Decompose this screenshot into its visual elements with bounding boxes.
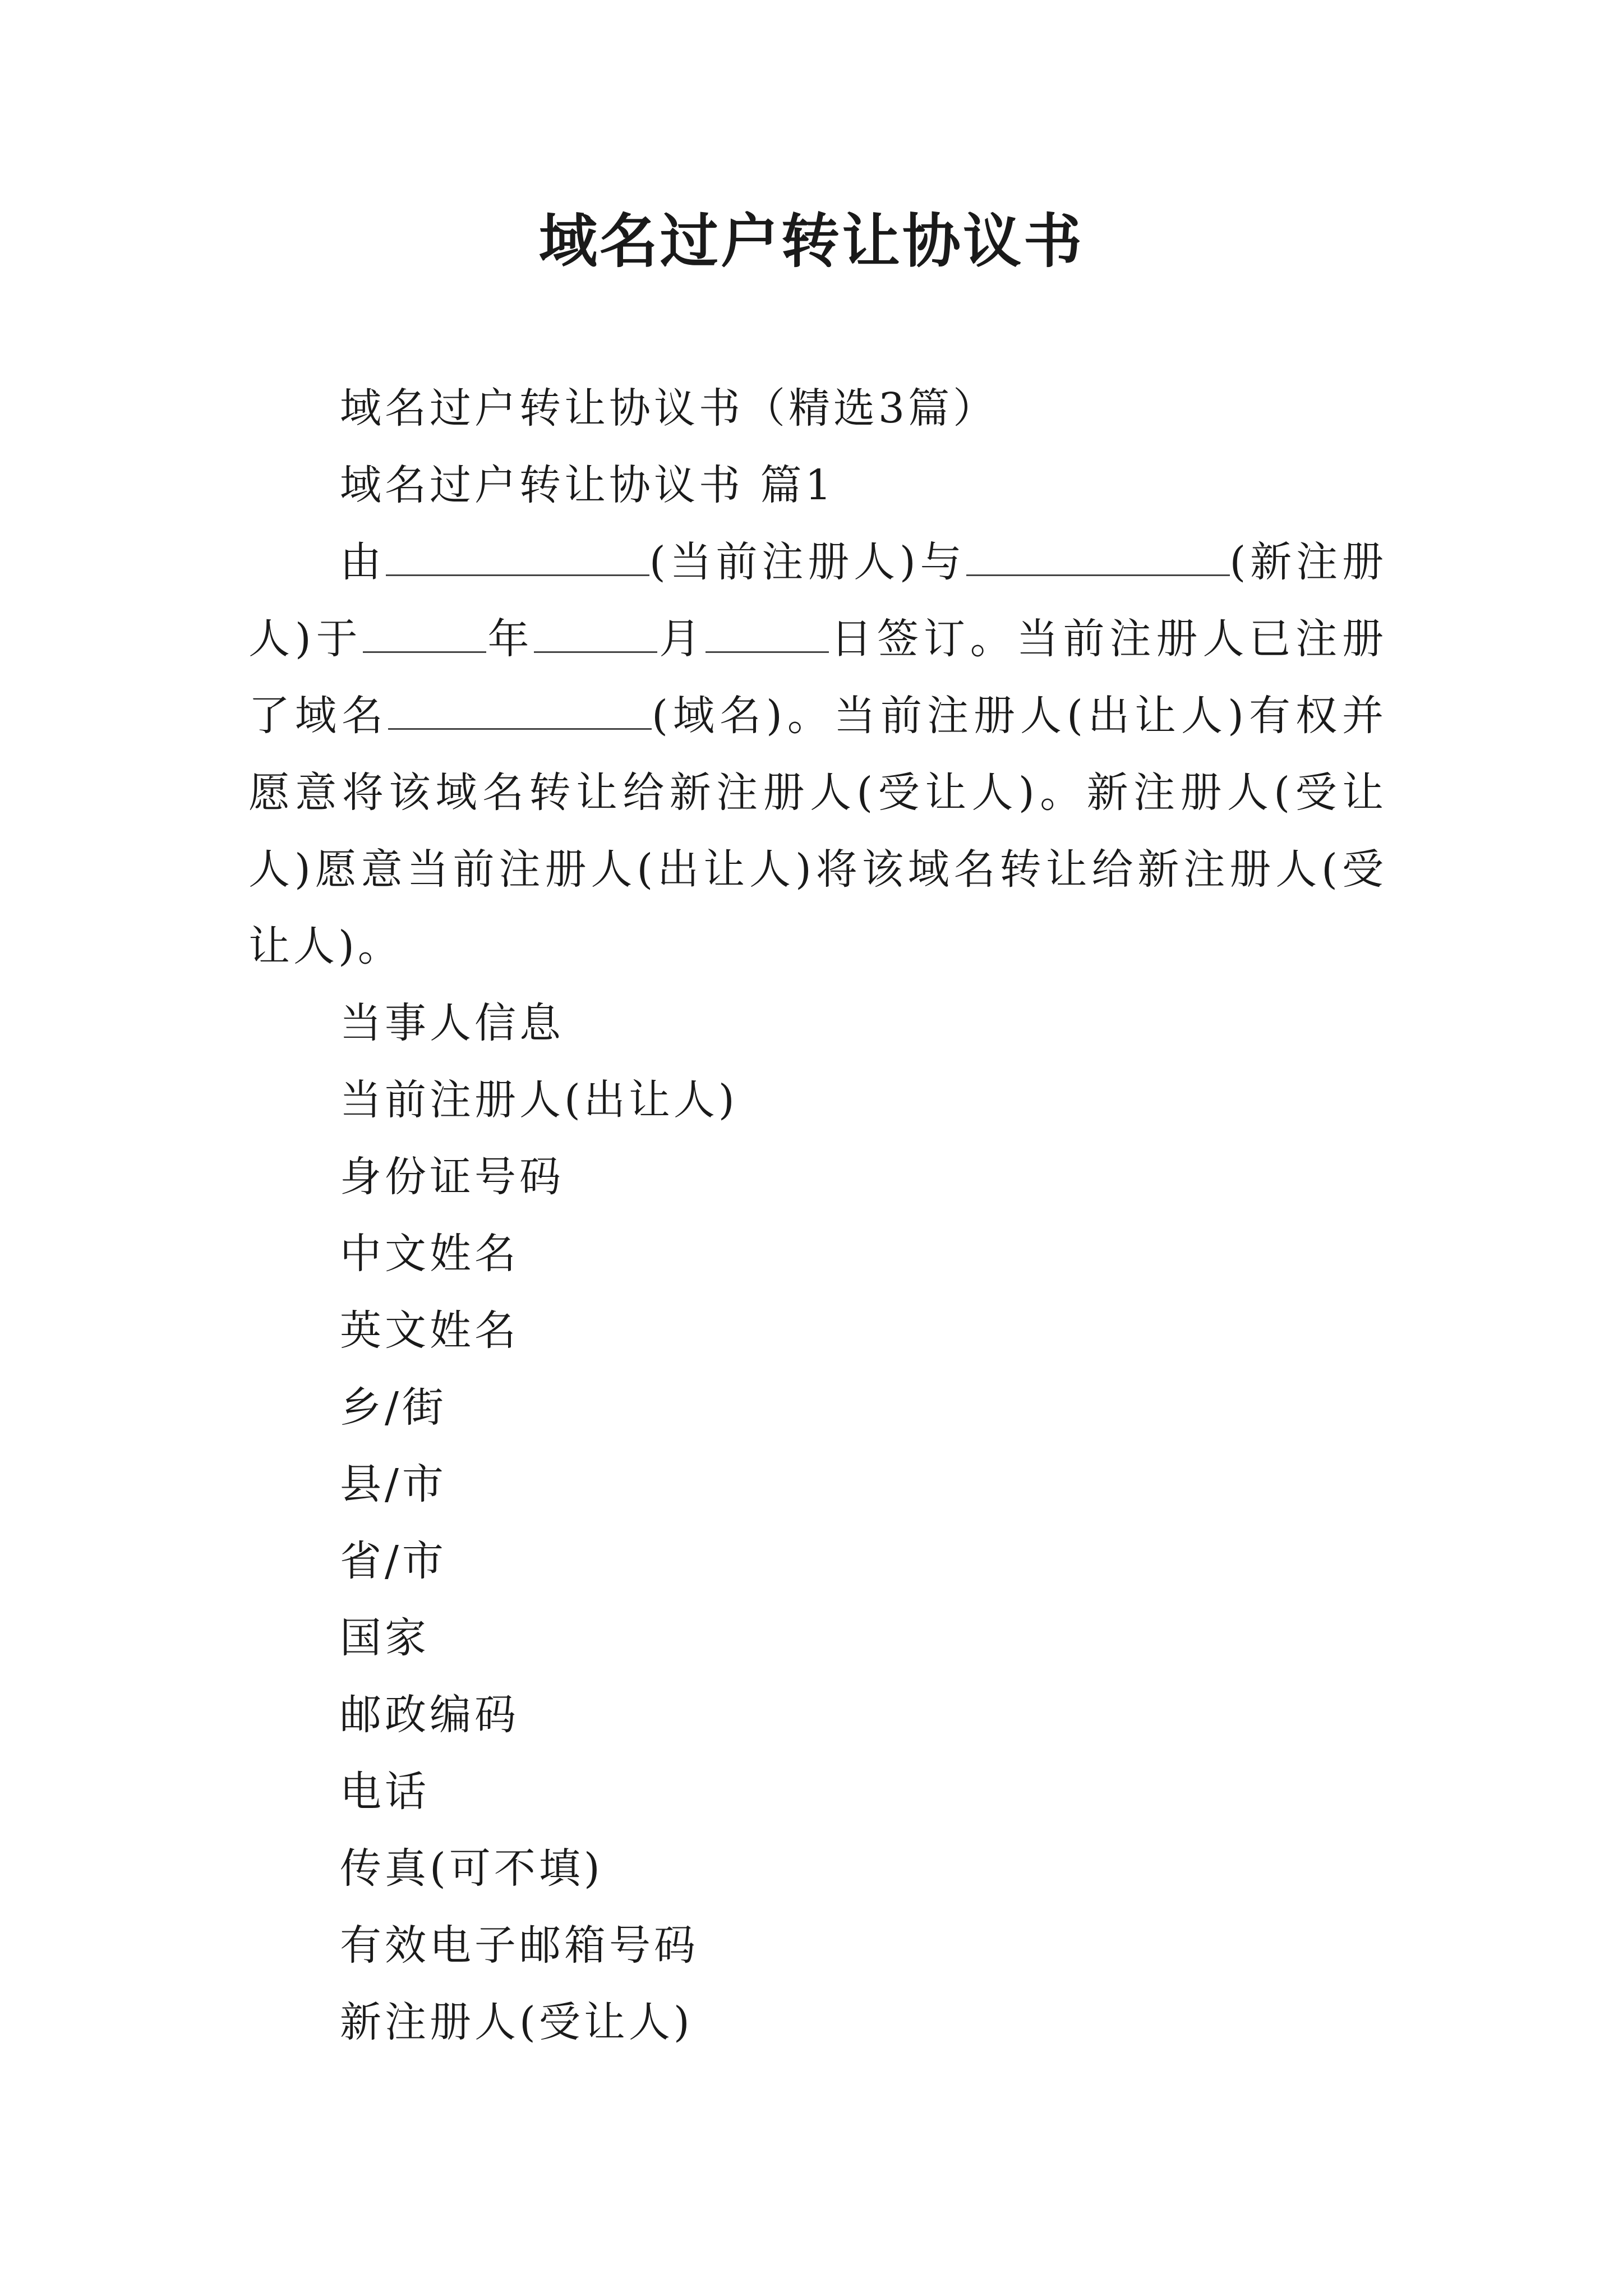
field-label: 英文姓名 [340, 1306, 519, 1355]
subtitle: 域名过户转让协议书（精选3篇） [340, 384, 998, 432]
field-label: 县/市 [340, 1460, 447, 1508]
document-body [248, 370, 1387, 2061]
field-label: 电话 [340, 1768, 430, 1816]
field-label: 中文姓名 [340, 1230, 519, 1278]
year-blank [363, 612, 486, 653]
day-blank [706, 612, 829, 653]
paragraph-text-3: (新注册人)于 [248, 538, 1387, 663]
field-label: 当前注册人(出让人) [340, 1076, 738, 1124]
field-label: 乡/街 [340, 1383, 447, 1432]
field-label: 有效电子邮箱号码 [340, 1921, 699, 1970]
field-label: 新注册人(受让人) [340, 1998, 693, 2046]
current-registrant-blank [386, 535, 649, 576]
new-registrant-blank [966, 535, 1230, 576]
field-label: 省/市 [340, 1537, 447, 1585]
paragraph-text-5: 月 [657, 615, 706, 663]
field-label: 身份证号码 [340, 1153, 564, 1201]
document-title: 域名过户转让协议书 [538, 206, 1084, 275]
field-label: 邮政编码 [340, 1691, 519, 1739]
field-label: 当事人信息 [340, 999, 564, 1047]
paragraph-text-4: 年 [486, 615, 534, 663]
paragraph-text-7: (域名)。当前注册人(出让人)有权并愿意将该域名转让给新注册人(受让人)。新注册人(受让人)愿意当前注册人(出让人)将该域名转让给新注册人(受让人)。 [248, 692, 1387, 970]
section-heading: 域名过户转让协议书 篇1 [340, 461, 835, 509]
paragraph-text-1: 由 [340, 538, 386, 586]
field-label: 国家 [340, 1614, 430, 1662]
field-label: 传真(可不填) [340, 1844, 603, 1893]
domain-blank [388, 689, 652, 730]
paragraph-text-2: (当前注册人)与 [649, 538, 966, 586]
agreement-paragraph [248, 524, 1387, 985]
paragraph-text-6: 日签订。当前注册人已注册了域名 [248, 615, 1387, 740]
month-blank [534, 612, 657, 653]
